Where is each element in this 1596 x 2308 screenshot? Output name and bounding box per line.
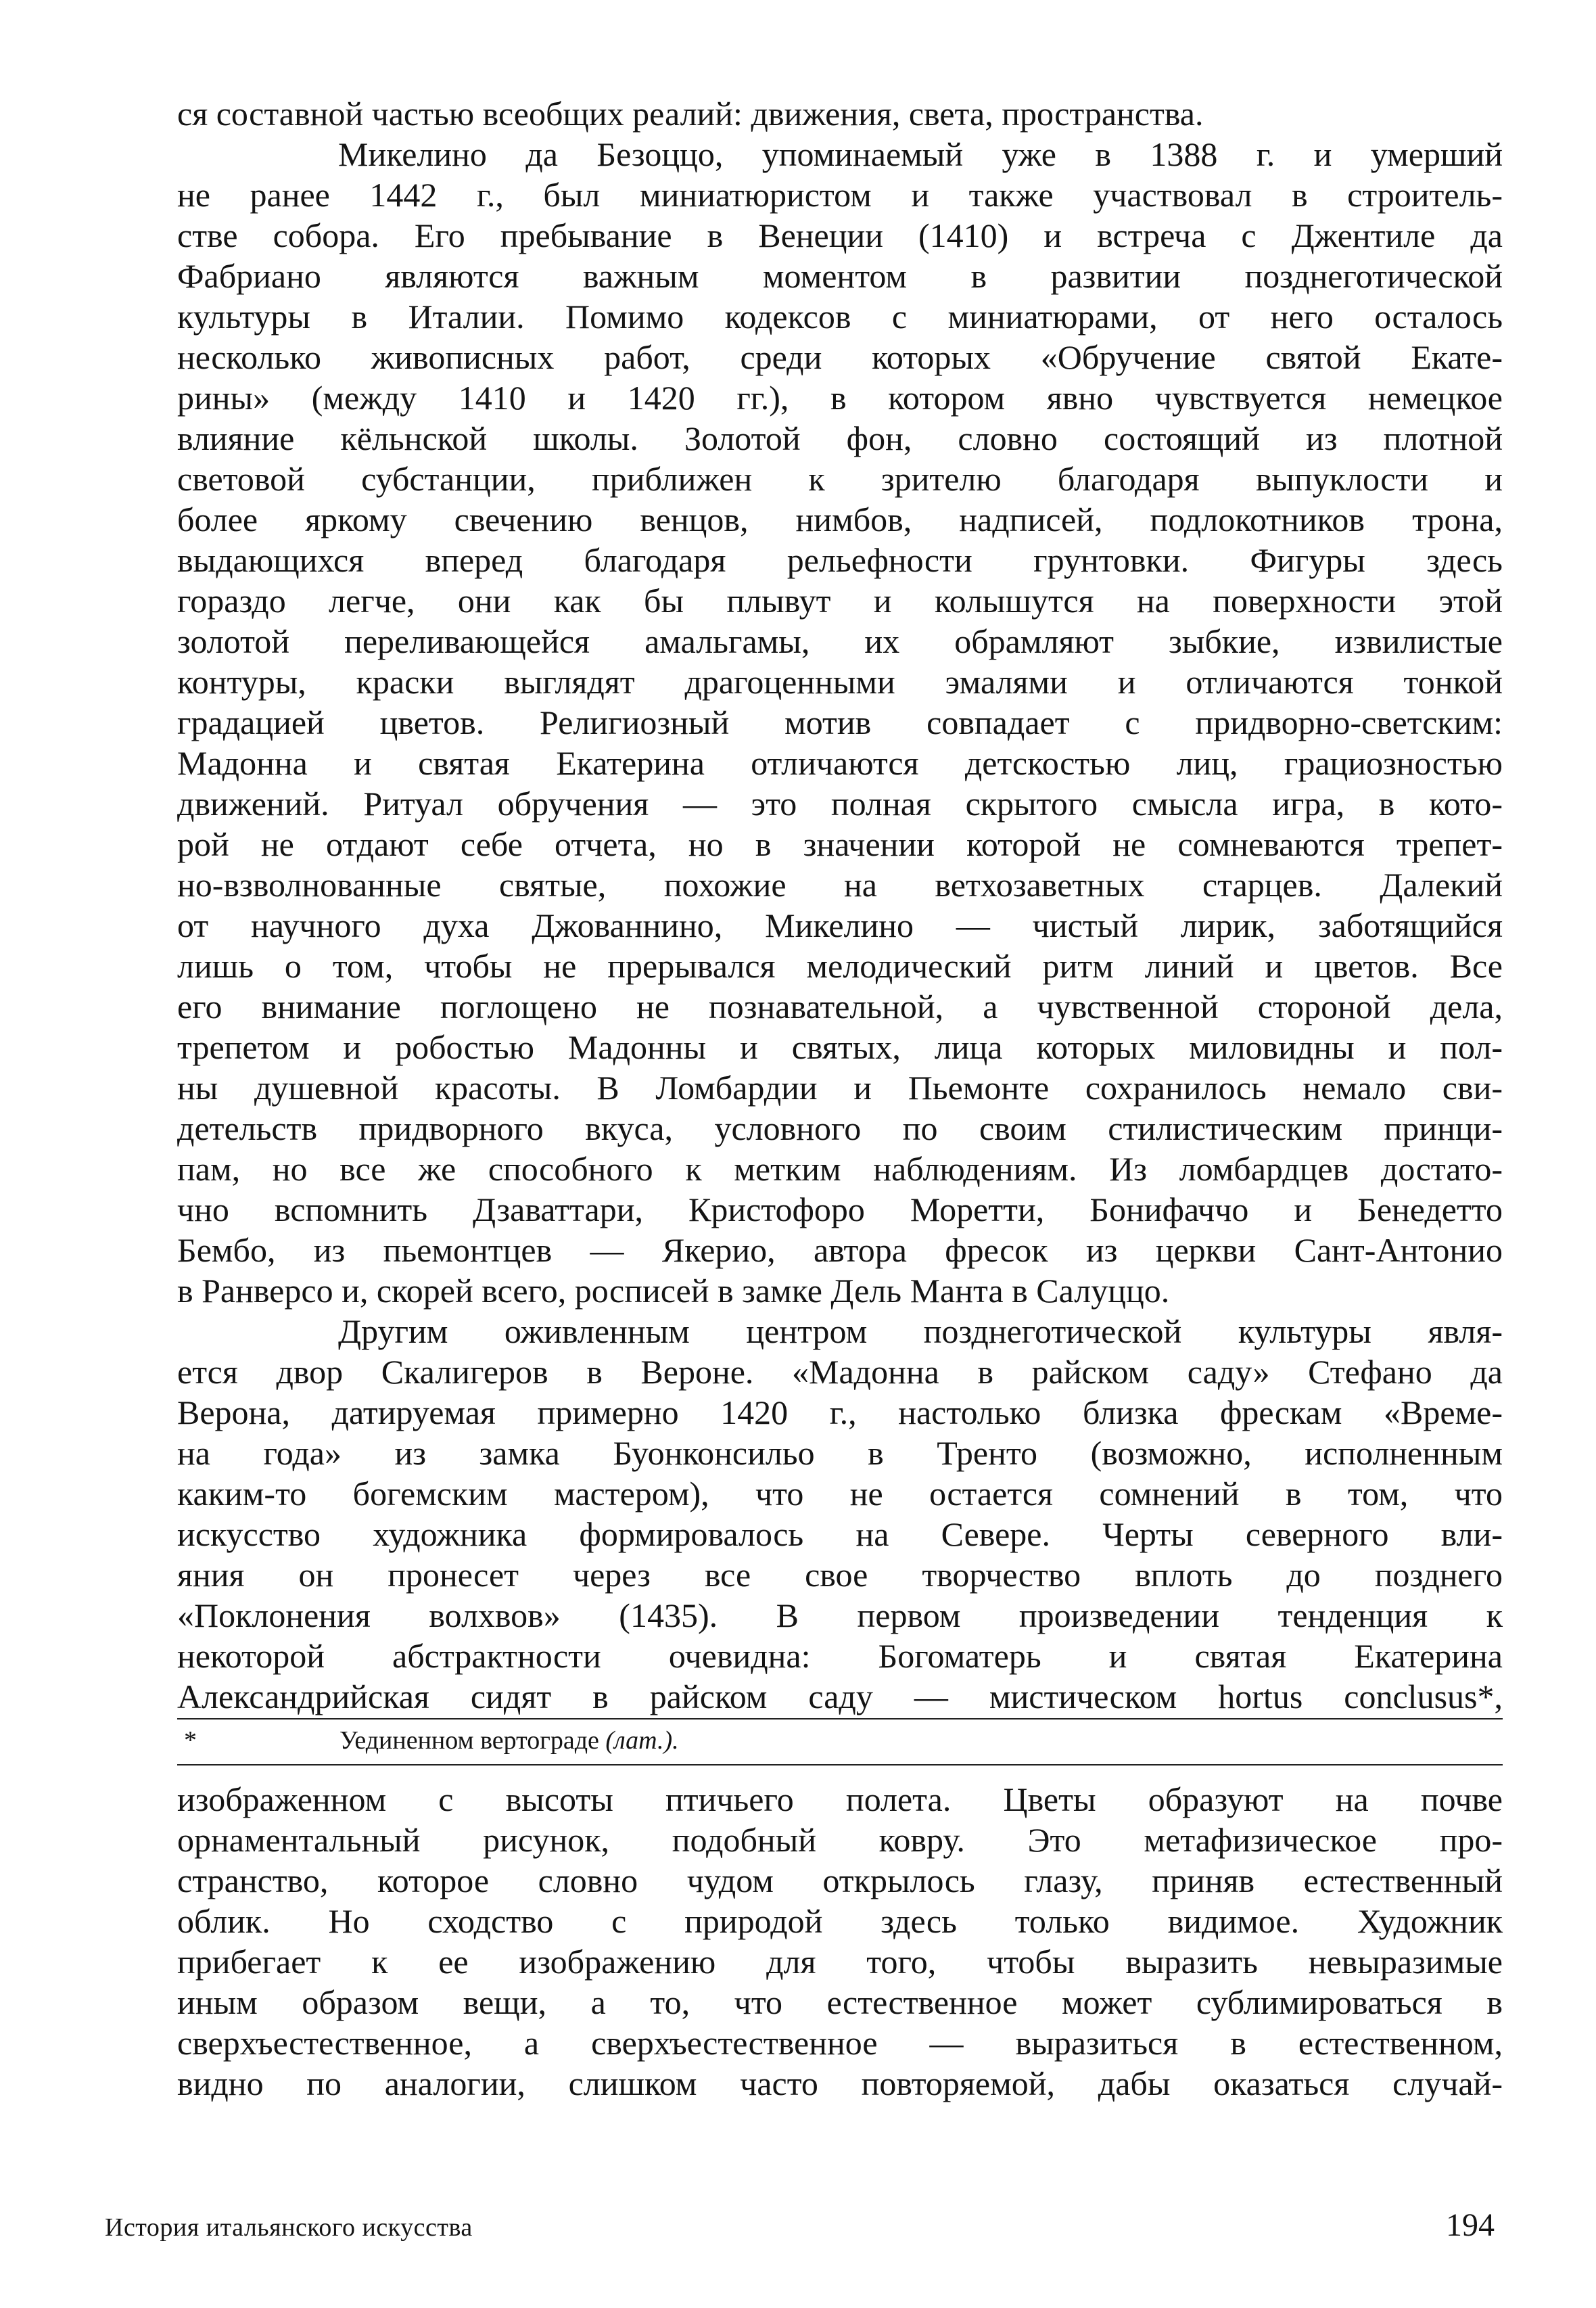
- text-line: некоторой абстрактности очевидна: Богоматерь и святая Екатерина: [177, 1637, 1503, 1675]
- text-line: в Ранверсо и, скорей всего, росписей в замке Дель Манта в Салуццо.: [177, 1272, 1170, 1310]
- text-line: чно вспомнить Дзаваттари, Кристофоро Моретти, Бонифаччо и Бенедетто: [177, 1191, 1503, 1228]
- footnote-rule-top: [177, 1718, 1503, 1720]
- text-line: каким-то богемским мастером), что не остается сомнений в том, что: [177, 1475, 1503, 1513]
- text-line: облик. Но сходство с природой здесь только видимое. Художник: [177, 1902, 1503, 1940]
- text-line: гораздо легче, они как бы плывут и колышутся на поверхности этой: [177, 582, 1503, 620]
- text-line: Фабриано являются важным моментом в развитии позднеготической: [177, 257, 1503, 295]
- text-line: культуры в Италии. Помимо кодексов с миниатюрами, от него осталось: [177, 298, 1503, 336]
- text-line: трепетом и робостью Мадонны и святых, лица которых миловидны и пол-: [177, 1028, 1503, 1066]
- footnote-mark: *: [184, 1726, 197, 1755]
- footnote-rule-bottom: [177, 1764, 1503, 1765]
- text-line: ся составной частью всеобщих реалий: движения, света, пространства.: [177, 95, 1204, 133]
- text-line: орнаментальный рисунок, подобный ковру. Это метафизическое про-: [177, 1821, 1503, 1859]
- text-line: рины» (между 1410 и 1420 гг.), в котором явно чувствуется немецкое: [177, 379, 1503, 417]
- text-line: ется двор Скалигеров в Вероне. «Мадонна в райском саду» Стефано да: [177, 1353, 1503, 1391]
- text-line: движений. Ритуал обручения — это полная скрытого смысла игра, в кото-: [177, 785, 1503, 823]
- main-text-block: [177, 93, 1503, 1717]
- text-line: градацией цветов. Религиозный мотив совпадает с придворно-светским:: [177, 703, 1503, 741]
- running-title: История итальянского искусства: [105, 2213, 473, 2242]
- text-line: от научного духа Джованнино, Микелино — чистый лирик, заботящийся: [177, 906, 1503, 944]
- text-line: но-взволнованные святые, похожие на ветхозаветных старцев. Далекий: [177, 866, 1503, 904]
- page-number: 194: [1446, 2207, 1495, 2243]
- text-line: Микелино да Безоццо, упоминаемый уже в 1388 г. и умерший: [338, 135, 1503, 173]
- footnote-text: Уединенном вертограде: [339, 1726, 599, 1755]
- text-line: видно по аналогии, слишком часто повторяемой, дабы оказаться случай-: [177, 2064, 1503, 2102]
- text-line: влияние кёльнской школы. Золотой фон, словно состоящий из плотной: [177, 419, 1503, 457]
- text-line: не ранее 1442 г., был миниатюристом и также участвовал в строитель-: [177, 176, 1503, 214]
- text-line: стве собора. Его пребывание в Венеции (1410) и встреча с Джентиле да: [177, 216, 1503, 254]
- text-line: контуры, краски выглядят драгоценными эмалями и отличаются тонкой: [177, 663, 1503, 701]
- text-line: несколько живописных работ, среди которых «Обручение святой Екате-: [177, 338, 1503, 376]
- text-line: его внимание поглощено не познавательной, а чувственной стороной дела,: [177, 988, 1503, 1025]
- text-line: световой субстанции, приближен к зрителю благодаря выпуклости и: [177, 460, 1503, 498]
- footnote-language-note: (лат.).: [605, 1726, 679, 1755]
- text-line: странство, которое словно чудом открылось глазу, приняв естественный: [177, 1862, 1503, 1899]
- text-line: Мадонна и святая Екатерина отличаются детскостью лиц, грациозностью: [177, 744, 1503, 782]
- text-line: Верона, датируемая примерно 1420 г., настолько близка фрескам «Време-: [177, 1393, 1503, 1431]
- text-line: иным образом вещи, а то, что естественное может сублимироваться в: [177, 1983, 1503, 2021]
- text-line: лишь о том, чтобы не прерывался мелодический ритм линий и цветов. Все: [177, 947, 1503, 985]
- text-line: более яркому свечению венцов, нимбов, надписей, подлокотников трона,: [177, 501, 1503, 538]
- continuation-text-block: [177, 1779, 1503, 2104]
- text-line: золотой переливающейся амальгамы, их обрамляют зыбкие, извилистые: [177, 622, 1503, 660]
- text-line: Александрийская сидят в райском саду — мистическом hortus conclusus*,: [177, 1678, 1503, 1715]
- text-line: Бембо, из пьемонтцев — Якерио, автора фресок из церкви Сант-Антонио: [177, 1231, 1503, 1269]
- text-line: «Поклонения волхвов» (1435). В первом произведении тенденция к: [177, 1596, 1503, 1634]
- text-line: прибегает к ее изображению для того, чтобы выразить невыразимые: [177, 1943, 1503, 1981]
- text-line: изображенном с высоты птичьего полета. Цветы образуют на почве: [177, 1780, 1503, 1818]
- footnote: [177, 1724, 1503, 1757]
- text-line: сверхъестественное, а сверхъестественное — выразиться в естественном,: [177, 2024, 1503, 2062]
- text-line: выдающихся вперед благодаря рельефности грунтовки. Фигуры здесь: [177, 541, 1503, 579]
- text-line: ны душевной красоты. В Ломбардии и Пьемонте сохранилось немало сви-: [177, 1069, 1503, 1107]
- text-line: детельств придворного вкуса, условного по своим стилистическим принци-: [177, 1109, 1503, 1147]
- text-line: рой не отдают себе отчета, но в значении которой не сомневаются трепет-: [177, 825, 1503, 863]
- text-line: пам, но все же способного к метким наблюдениям. Из ломбардцев достато-: [177, 1150, 1503, 1188]
- text-line: Другим оживленным центром позднеготической культуры явля-: [338, 1312, 1503, 1350]
- text-line: на года» из замка Буонконсильо в Тренто (возможно, исполненным: [177, 1434, 1503, 1472]
- text-line: яния он пронесет через все свое творчество вплоть до позднего: [177, 1556, 1503, 1594]
- text-line: искусство художника формировалось на Севере. Черты северного вли-: [177, 1515, 1503, 1553]
